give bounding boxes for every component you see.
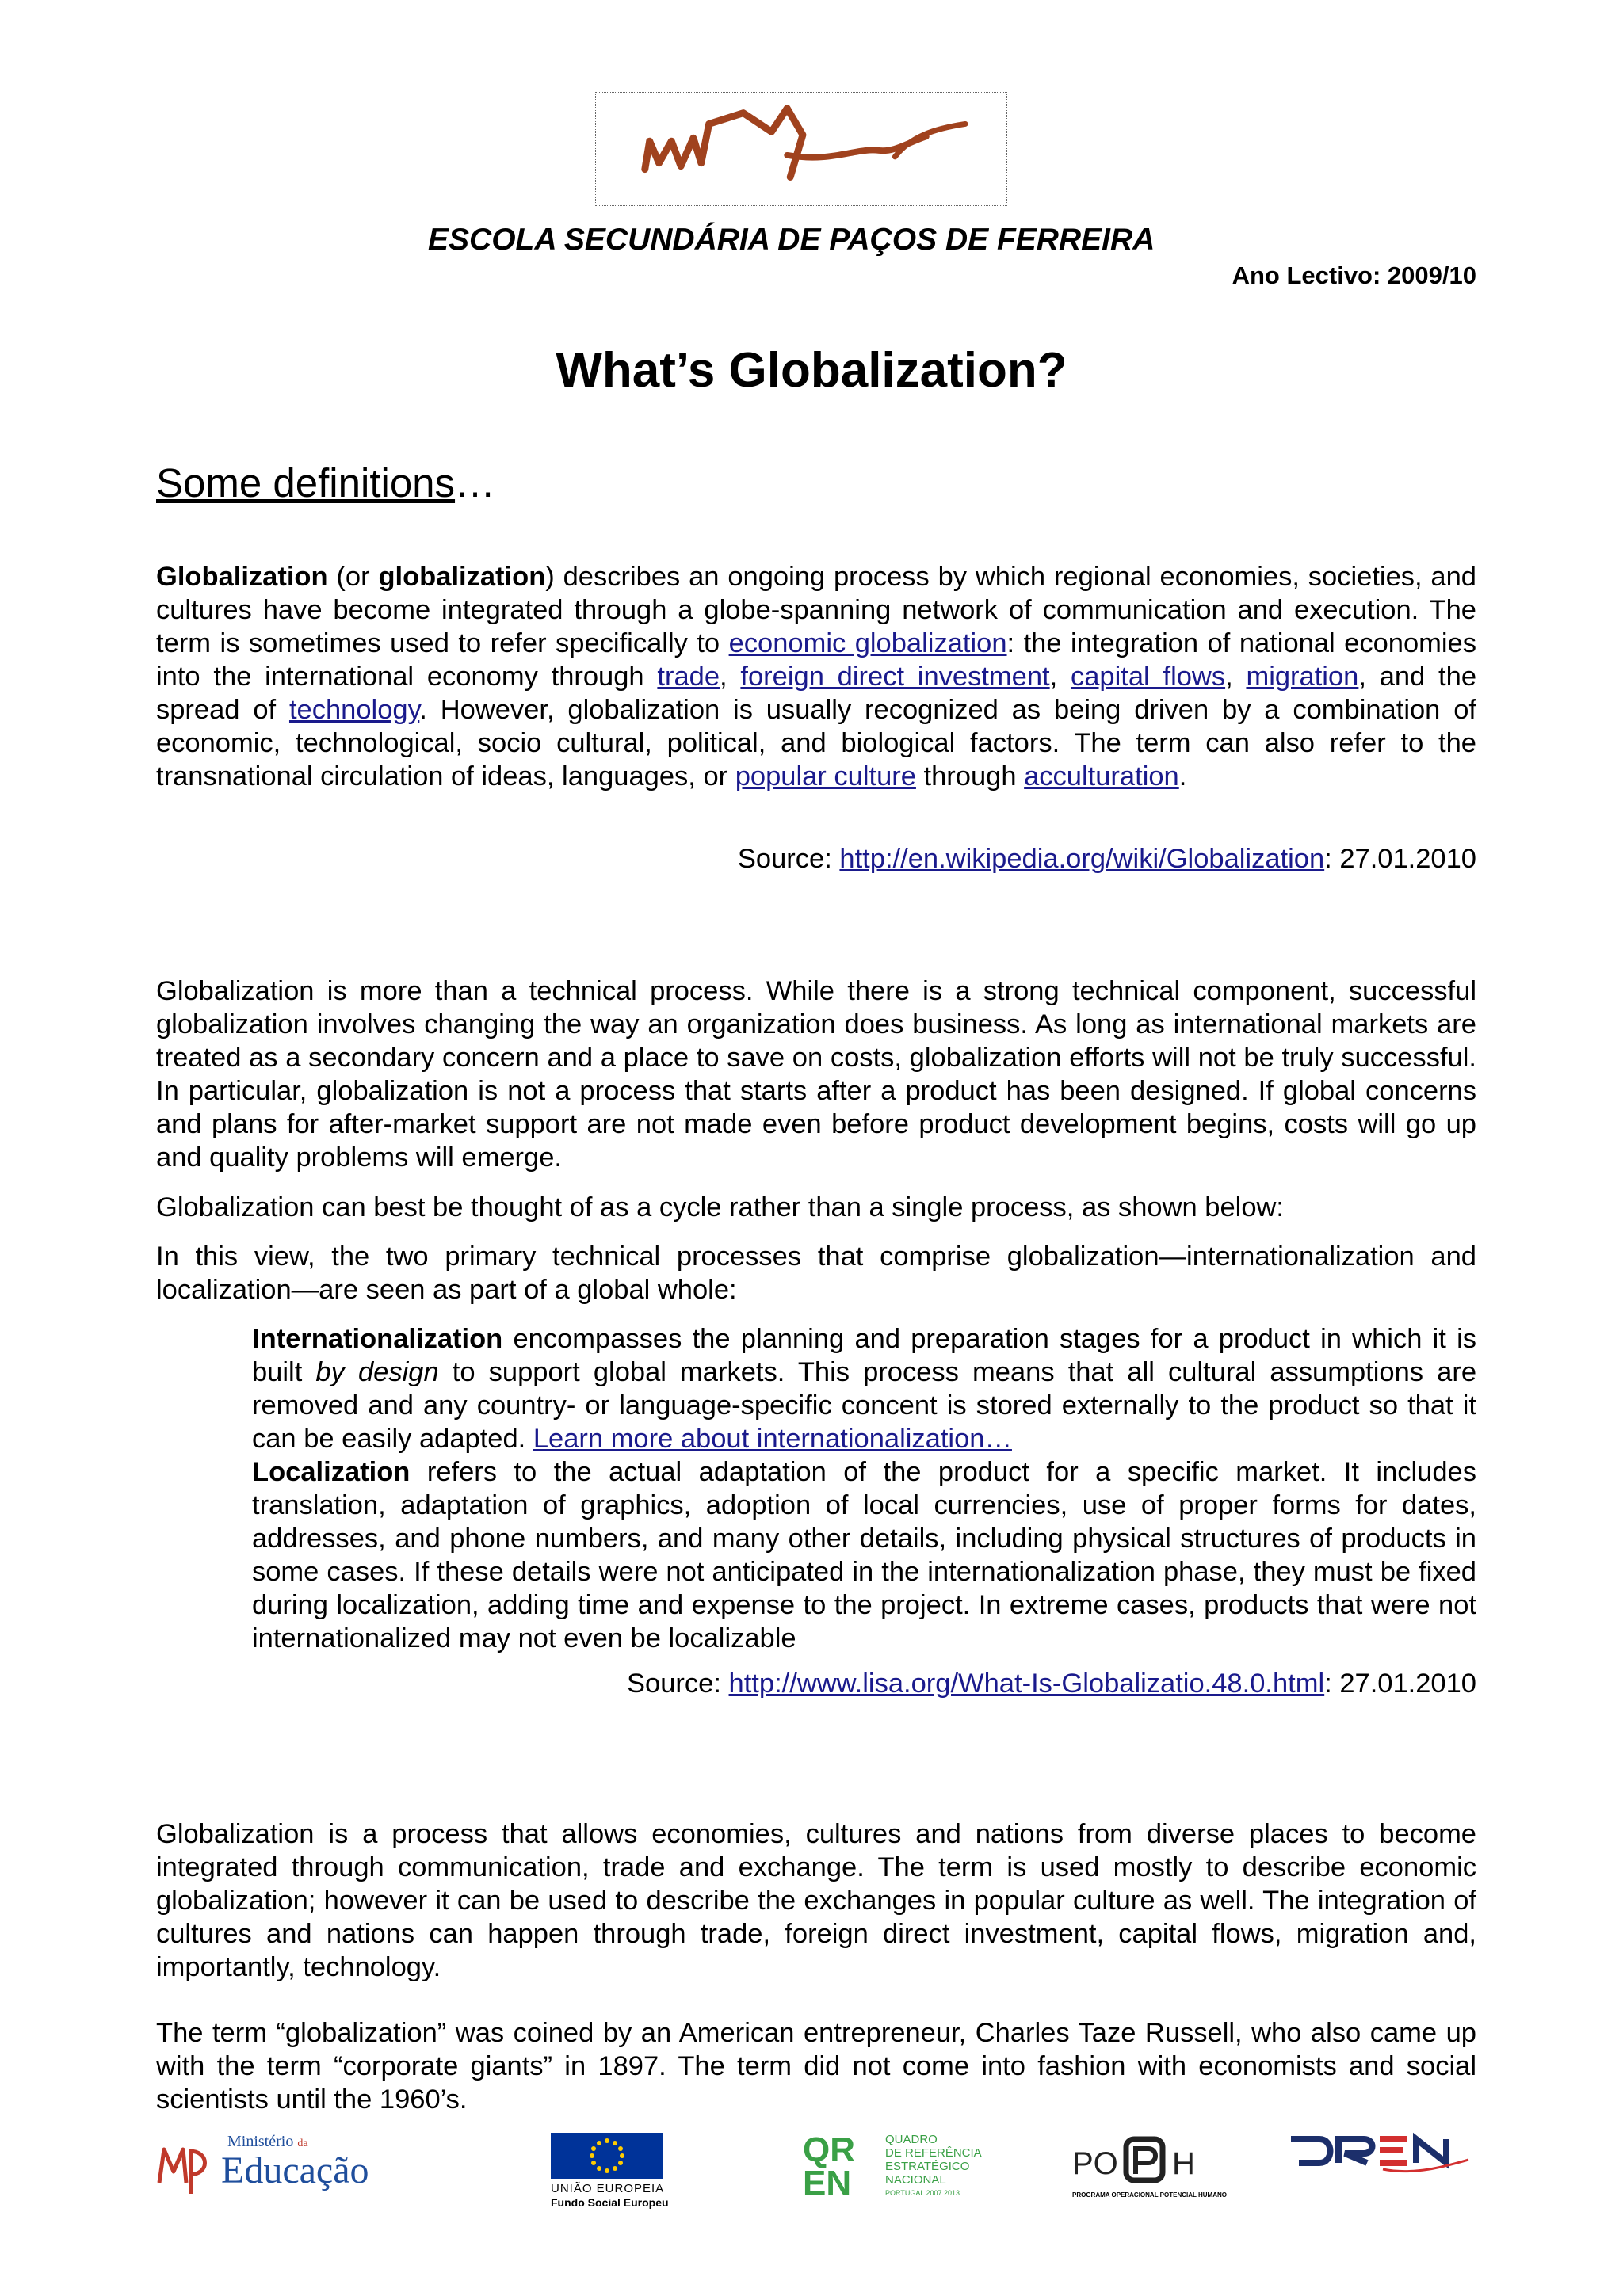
source-link-wikipedia[interactable]: http://en.wikipedia.org/wiki/Globalization	[839, 844, 1325, 874]
poph-tagline: PROGRAMA OPERACIONAL POTENCIAL HUMANO	[1072, 2191, 1227, 2199]
uniao-europeia-logo	[551, 2131, 701, 2210]
school-logo-icon	[596, 93, 1006, 205]
text-run: ,	[1225, 662, 1247, 692]
ministerio-educacao-logo	[155, 2131, 384, 2203]
section-heading-ellipsis: …	[455, 460, 496, 505]
eu-flag-icon	[551, 2133, 663, 2179]
svg-text:PO: PO	[1072, 2146, 1118, 2181]
paragraph-process: Globalization is a process that allows economies, cultures and nations from diverse places to become integrated through communication, trade and exchange. The term is used mostly to describe economic globalization; however it can be used to describe the exchanges in popular culture as well. The integration of cultures and nations can happen through trade, foreign direct investment, capital flows, migration and, importantly, technology.	[156, 1819, 1476, 1982]
link-foreign-direct-investment[interactable]: foreign direct investment	[740, 662, 1050, 692]
qren-line2: DE REFERÊNCIA	[885, 2146, 982, 2160]
eu-line1: UNIÃO EUROPEIA	[551, 2182, 665, 2195]
dren-mark-icon	[1288, 2131, 1470, 2179]
source-date: : 27.01.2010	[1324, 844, 1476, 874]
text-run: ) describes an ongoing process by which regional economies, societies, and cultures have become integrated through a globe-spanning network of communication and execution. The term is sometimes used to refer specifically to	[156, 562, 1476, 658]
text-run: : the integration of national economies into the international economy through	[156, 628, 1476, 692]
svg-text:EN: EN	[803, 2164, 852, 2198]
qren-logo	[803, 2131, 1009, 2210]
paragraph-cycle: Globalization can best be thought of as a cycle rather than a single process, as shown below:	[156, 1192, 1285, 1222]
text-run: to support global markets. This process means that all cultural assumptions are removed and any country- or language-specific concent is stored externally to the product so that it can be easily adapted.	[252, 1357, 1477, 1454]
qren-mark-icon	[803, 2131, 882, 2198]
poph-mark-icon	[1072, 2133, 1215, 2185]
text-run: .	[1178, 761, 1187, 791]
link-migration[interactable]: migration	[1246, 662, 1359, 692]
text-run: ,	[1049, 662, 1071, 692]
internationalization-definition	[252, 1322, 1476, 1455]
text-run: (or	[327, 562, 379, 592]
source-citation-2	[627, 1667, 1476, 1700]
text-run: through	[915, 761, 1025, 791]
document-title: What’s Globalization?	[556, 343, 1067, 398]
text-run: . However, globalization is usually recognized as being driven by a combination of economic, technological, socio cultural, political, and biological factors. The term can also refer to the transnational circulation of ideas, languages, or	[156, 695, 1476, 791]
term-globalization-alt: globalization	[378, 562, 546, 592]
section-heading-text: Some definitions	[156, 460, 456, 505]
me-da-text: da	[297, 2138, 308, 2149]
term-globalization: Globalization	[156, 562, 328, 592]
dren-logo	[1288, 2131, 1478, 2210]
school-year: Ano Lectivo: 2009/10	[1232, 261, 1476, 289]
link-economic-globalization[interactable]: economic globalization	[728, 628, 1007, 658]
qren-line5: PORTUGAL 2007.2013	[885, 2189, 960, 2197]
link-technology[interactable]: technology	[288, 695, 420, 725]
source-label: Source:	[737, 844, 840, 874]
text-run: , and the spread of	[156, 662, 1477, 725]
qren-line3: ESTRATÉGICO	[885, 2160, 970, 2173]
source-citation-1	[738, 842, 1476, 875]
emphasis-by-design: by design	[315, 1357, 439, 1387]
footer-logos	[155, 2131, 1478, 2218]
school-logo	[595, 92, 1007, 206]
source-date: : 27.01.2010	[1324, 1669, 1476, 1699]
qren-line4: NACIONAL	[885, 2173, 946, 2187]
text-run: encompasses the planning and preparation stages for a product in which it is built	[252, 1324, 1476, 1387]
me-mark-icon	[155, 2135, 210, 2199]
qren-text	[885, 2133, 982, 2200]
poph-logo	[1072, 2131, 1231, 2210]
link-popular-culture[interactable]: popular culture	[735, 761, 916, 791]
section-heading	[156, 460, 495, 506]
paragraph-technical-process: Globalization is more than a technical process. While there is a strong technical component, successful globalization involves changing the way an organization does business. As long as international markets are treated as a secondary concern and a place to save on costs, globalization efforts will not be truly successful. In particular, globalization is not a process that starts after a product has been designed. If global concerns and plans for after-market support are not made even before product development begins, costs will go up and quality problems will emerge.	[156, 976, 1476, 1173]
link-trade[interactable]: trade	[657, 662, 720, 692]
text-run: refers to the actual adaptation of the product for a specific market. It includes translation, adaptation of graphics, adoption of local currencies, use of proper forms for dates, addresses, and phone numbers, and many other details, including physical structures of products in some cases. If these details were not anticipated in the internationalization phase, they must be fixed during localization, adding time and expense to the project. In extreme cases, products that were not internationalized may not even be localizable	[252, 1457, 1476, 1653]
paragraph-term-history: The term “globalization” was coined by an American entrepreneur, Charles Taze Russell, who also came up with the term “corporate giants” in 1897. The term did not come into fashion with economists and social scientists until the 1960’s.	[156, 2018, 1476, 2115]
svg-text:H: H	[1172, 2146, 1195, 2181]
source-label: Source:	[627, 1669, 729, 1699]
link-learn-more-internationalization[interactable]: Learn more about internationalization…	[533, 1424, 1012, 1454]
definition-paragraph	[156, 560, 1476, 793]
term-localization: Localization	[252, 1457, 411, 1487]
qren-line1: QUADRO	[885, 2133, 938, 2146]
term-internationalization: Internationalization	[252, 1324, 503, 1354]
paragraph-view: In this view, the two primary technical processes that comprise globalization—internationalization and localization—are seen as part of a global whole:	[156, 1241, 1476, 1305]
text-run: ,	[720, 662, 741, 692]
link-capital-flows[interactable]: capital flows	[1070, 662, 1226, 692]
me-educacao-text: Educação	[221, 2149, 369, 2191]
source-link-lisa[interactable]: http://www.lisa.org/What-Is-Globalizatio.48.0.html	[728, 1669, 1325, 1699]
localization-definition	[252, 1455, 1476, 1655]
svg-text:QR: QR	[803, 2131, 855, 2169]
school-name: ESCOLA SECUNDÁRIA DE PAÇOS DE FERREIRA	[428, 223, 1155, 257]
me-ministerio-text: Ministério	[227, 2133, 294, 2150]
eu-line2: Fundo Social Europeu	[551, 2196, 669, 2209]
link-acculturation[interactable]: acculturation	[1024, 761, 1179, 791]
